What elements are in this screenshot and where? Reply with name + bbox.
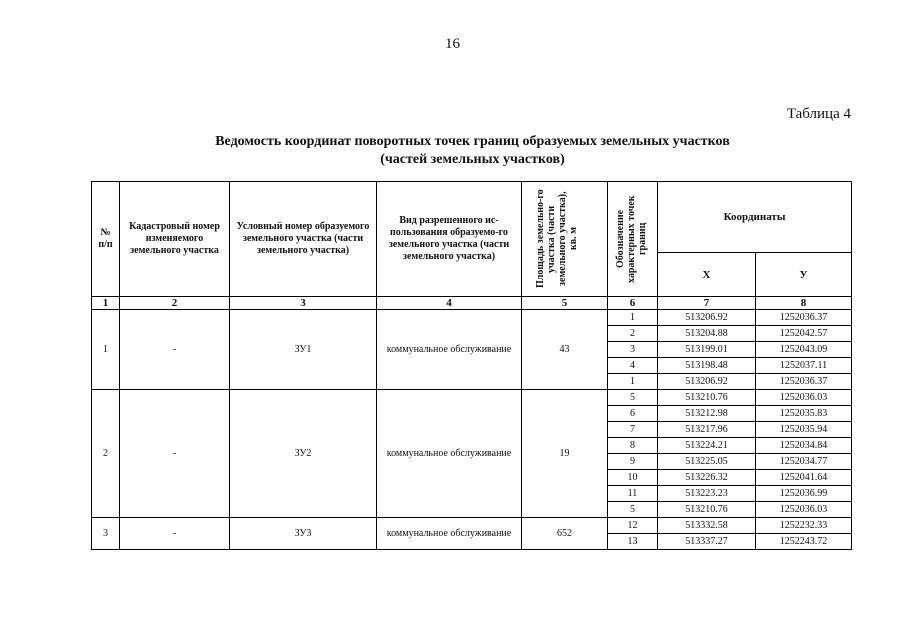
header-coordinates: Координаты [658, 182, 852, 253]
parcel-area-cell: 43 [522, 310, 608, 390]
parcel-conditional-cell: ЗУ2 [230, 390, 377, 518]
coord-x-cell: 513206.92 [658, 374, 756, 390]
parcel-cadastral-cell: - [120, 518, 230, 550]
title-line-1: Ведомость координат поворотных точек границ образуемых земельных участков [215, 134, 730, 149]
column-number-row [92, 297, 852, 310]
coord-y-cell: 1252036.03 [756, 390, 852, 406]
parcel-usage-cell: коммунальное обслуживание [377, 390, 522, 518]
parcel-num-cell: 3 [92, 518, 120, 550]
header-conditional: Условный номер образуемого земельного участка (части земельного участка) [230, 182, 377, 297]
table-row [92, 310, 852, 326]
point-designation-cell: 13 [608, 534, 658, 550]
parcel-conditional-cell: ЗУ3 [230, 518, 377, 550]
coord-x-cell: 513198.48 [658, 358, 756, 374]
column-number: 7 [658, 297, 756, 310]
coord-y-cell: 1252042.57 [756, 326, 852, 342]
point-designation-cell: 2 [608, 326, 658, 342]
header-point-designation [608, 182, 658, 297]
title-line-2: (частей земельных участков) [380, 152, 565, 167]
parcel-cadastral-cell: - [120, 390, 230, 518]
point-designation-cell: 8 [608, 438, 658, 454]
header-x: Х [658, 253, 756, 297]
column-number: 8 [756, 297, 852, 310]
coord-y-cell: 1252036.03 [756, 502, 852, 518]
column-number: 1 [92, 297, 120, 310]
coord-y-cell: 1252036.99 [756, 486, 852, 502]
coord-y-cell: 1252036.37 [756, 310, 852, 326]
point-designation-cell: 1 [608, 374, 658, 390]
coord-y-cell: 1252037.11 [756, 358, 852, 374]
header-y: У [756, 253, 852, 297]
coord-y-cell: 1252034.77 [756, 454, 852, 470]
column-number: 6 [608, 297, 658, 310]
coord-x-cell: 513225.05 [658, 454, 756, 470]
coord-y-cell: 1252043.09 [756, 342, 852, 358]
coord-x-cell: 513217.96 [658, 422, 756, 438]
coord-y-cell: 1252243.72 [756, 534, 852, 550]
point-designation-cell: 4 [608, 358, 658, 374]
header-point-designation-text: Обозначение характерных точек границ [614, 195, 648, 283]
point-designation-cell: 3 [608, 342, 658, 358]
parcel-num-cell: 2 [92, 390, 120, 518]
table-row [92, 390, 852, 406]
column-number: 2 [120, 297, 230, 310]
page-number: 16 [445, 36, 460, 52]
coord-x-cell: 513210.76 [658, 390, 756, 406]
header-area-text: Площадь земельно-го участка (части земельного участка), кв. м [534, 189, 579, 289]
parcel-num-cell: 1 [92, 310, 120, 390]
coordinates-table [91, 181, 852, 550]
coord-x-cell: 513212.98 [658, 406, 756, 422]
parcel-usage-cell: коммунальное обслуживание [377, 310, 522, 390]
coord-y-cell: 1252232.33 [756, 518, 852, 534]
column-number: 4 [377, 297, 522, 310]
parcel-area-cell: 652 [522, 518, 608, 550]
coord-x-cell: 513332.58 [658, 518, 756, 534]
coord-x-cell: 513226.32 [658, 470, 756, 486]
point-designation-cell: 7 [608, 422, 658, 438]
point-designation-cell: 5 [608, 502, 658, 518]
coord-x-cell: 513337.27 [658, 534, 756, 550]
coord-x-cell: 513204.88 [658, 326, 756, 342]
table-label: Таблица 4 [786, 106, 851, 122]
coord-x-cell: 513206.92 [658, 310, 756, 326]
header-cadastral: Кадастровый номер изменяемого земельного участка [120, 182, 230, 297]
parcel-conditional-cell: ЗУ1 [230, 310, 377, 390]
column-number: 3 [230, 297, 377, 310]
point-designation-cell: 12 [608, 518, 658, 534]
coord-x-cell: 513210.76 [658, 502, 756, 518]
parcel-cadastral-cell: - [120, 310, 230, 390]
coord-y-cell: 1252036.37 [756, 374, 852, 390]
document-title [0, 133, 905, 169]
coord-x-cell: 513224.21 [658, 438, 756, 454]
coord-y-cell: 1252034.84 [756, 438, 852, 454]
parcel-usage-cell: коммунальное обслуживание [377, 518, 522, 550]
table-row [92, 518, 852, 534]
coord-y-cell: 1252035.83 [756, 406, 852, 422]
coord-y-cell: 1252035.94 [756, 422, 852, 438]
header-area [522, 182, 608, 297]
point-designation-cell: 5 [608, 390, 658, 406]
coord-x-cell: 513223.23 [658, 486, 756, 502]
point-designation-cell: 9 [608, 454, 658, 470]
table-body [92, 310, 852, 550]
header-num: № п/п [92, 182, 120, 297]
header-usage: Вид разрешенного ис-пользования образуемо-го земельного участка (части земельного участка) [377, 182, 522, 297]
coord-y-cell: 1252041.64 [756, 470, 852, 486]
coord-x-cell: 513199.01 [658, 342, 756, 358]
column-number: 5 [522, 297, 608, 310]
point-designation-cell: 10 [608, 470, 658, 486]
parcel-area-cell: 19 [522, 390, 608, 518]
point-designation-cell: 1 [608, 310, 658, 326]
point-designation-cell: 6 [608, 406, 658, 422]
point-designation-cell: 11 [608, 486, 658, 502]
